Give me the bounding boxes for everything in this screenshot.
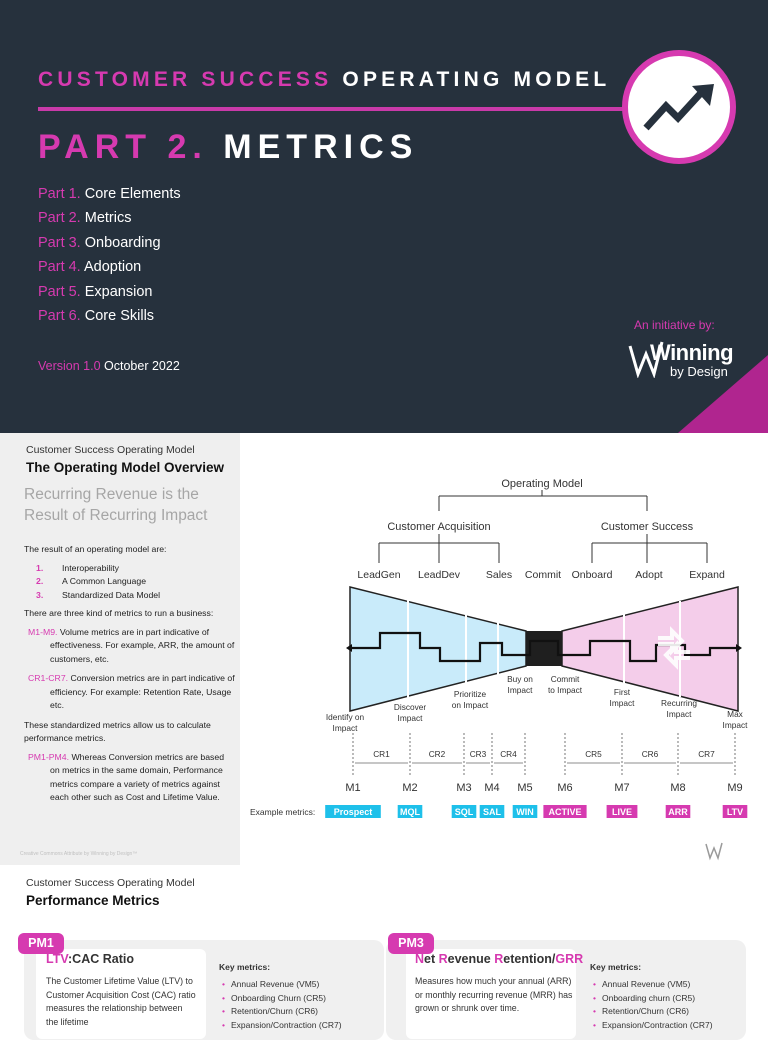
section-title: The Operating Model Overview	[26, 460, 225, 475]
m-label: M3	[456, 782, 472, 794]
example-metric-pill	[666, 805, 691, 818]
pm3-description: Measures how much your annual (ARR) or monthly recurring revenue (MRR) has grown or shrunk over time.	[415, 976, 573, 1013]
example-metric-pill	[398, 805, 423, 818]
impact-label: Buy on	[507, 674, 533, 684]
example-metric-pill	[325, 805, 381, 818]
stage-label: Expand	[689, 569, 725, 581]
divider-line	[38, 107, 628, 111]
version-info: Version 1.0 October 2022	[38, 359, 180, 373]
stage-label: Adopt	[635, 569, 663, 581]
svg-text:MQL: MQL	[400, 807, 420, 817]
m-label: M8	[670, 782, 686, 794]
impact-label: Max	[727, 709, 743, 719]
impact-label: on Impact	[451, 700, 489, 710]
trend-badge	[622, 50, 736, 164]
svg-text:WIN: WIN	[516, 807, 534, 817]
overview-text-panel	[0, 433, 240, 865]
m-label: M1	[345, 782, 361, 794]
toc-item[interactable]: Part 1. Core Elements	[38, 186, 181, 202]
impact-label: Impact	[722, 720, 748, 730]
pm1-title: LTV:CAC Ratio	[46, 952, 134, 966]
example-metrics-label: Example metrics:	[250, 807, 316, 817]
success-label: Customer Success	[600, 521, 694, 533]
root-label: Operating Model	[501, 478, 583, 490]
page-title: PART 2. METRICS	[38, 128, 419, 166]
impact-label: Impact	[507, 685, 533, 695]
m-label: M6	[557, 782, 573, 794]
trending-up-icon	[628, 56, 730, 158]
performance-section	[0, 865, 768, 1030]
toc-item[interactable]: Part 6. Core Skills	[38, 307, 155, 324]
table-of-contents	[38, 184, 181, 330]
pm3-title: Net Revenue Retention/GRR	[415, 952, 584, 966]
series-title-white: OPERATING MODEL	[342, 68, 611, 91]
section-headline: Recurring Revenue is the Result of Recurring Impact	[24, 486, 208, 524]
stage-label: Commit	[524, 569, 562, 581]
wbd-watermark-icon	[706, 843, 722, 858]
example-metric-pill	[513, 805, 538, 818]
cover-section: CUSTOMER SUCCESS OPERATING MODEL PART 2. METRICS Part 1. Core Elements Part 2. Metrics Part 3. Onboarding Part 4. Adoption Part 5. Expansion Part 6. Core Skills Version 1.0 October 2022 An initiative by: Winning by Design	[0, 0, 768, 433]
list-item: • Onboarding Churn (CR5)	[222, 992, 342, 1006]
impact-label: Prioritize	[453, 689, 487, 699]
cr-label: CR6	[641, 749, 659, 759]
initiative-label: An initiative by:	[634, 318, 715, 332]
series-title	[38, 68, 610, 92]
pm1-badge: PM1	[18, 933, 64, 954]
impact-label: Impact	[332, 723, 358, 733]
example-metric-pill	[480, 805, 505, 818]
operating-model-diagram	[240, 433, 768, 865]
impact-label: Identify on	[325, 712, 365, 722]
example-metric-pill	[723, 805, 748, 818]
m-label: M2	[402, 782, 418, 794]
svg-text:ARR: ARR	[668, 807, 688, 817]
m-label: M7	[614, 782, 630, 794]
list-item: • Expansion/Contraction (CR7)	[593, 1019, 713, 1033]
toc-item[interactable]: Part 4. Adoption	[38, 259, 142, 276]
m-label: M9	[727, 782, 743, 794]
overview-section	[0, 433, 768, 865]
m-label: M4	[484, 782, 500, 794]
svg-text:ACTIVE: ACTIVE	[548, 807, 582, 817]
pm3-key-metrics-label: Key metrics:	[590, 962, 642, 972]
cr-label: CR1	[373, 749, 390, 759]
footer-note: Creative Commons Attribute by Winning by Design™	[20, 851, 138, 857]
impact-label: First	[613, 687, 631, 697]
cr-label: CR3	[469, 749, 487, 759]
list-item: • Retention/Churn (CR6)	[593, 1005, 713, 1019]
impact-label: Impact	[397, 713, 423, 723]
list-item: • Annual Revenue (VM5)	[593, 978, 713, 992]
list-item: • Onboarding churn (CR5)	[593, 992, 713, 1006]
cr-label: CR4	[500, 749, 517, 759]
pm3-badge: PM3	[388, 933, 434, 954]
list-item: • Expansion/Contraction (CR7)	[222, 1019, 342, 1033]
m-label: M5	[517, 782, 533, 794]
toc-item[interactable]: Part 2. Metrics	[38, 210, 132, 227]
svg-text:LIVE: LIVE	[611, 807, 633, 817]
stage-label: LeadDev	[417, 569, 461, 581]
section-label: Customer Success Operating Model	[26, 877, 195, 889]
cr-label: CR5	[585, 749, 602, 759]
toc-item[interactable]: Part 5. Expansion	[38, 283, 153, 300]
overview-body: The result of an operating model are: 1. Interoperability 2. A Common Language 3. Standardized Data Model There are three kind of metrics to run a business: M1-M9. Volume metrics are in part indicative of effectiveness. For example, ARR, the amount of customers, etc. CR1-CR7. Conversion metrics are in part indicative of efficiency. For example: Retention Rate, Usage etc. These standardized metrics allow us to calculate performance metrics. PM1-PM4. Whereas Conversion metrics are based on metrics in the same domain, Performance metrics compare a variety of metrics against each other such as Cost and Lifetime Value.	[24, 544, 235, 802]
impact-label: Discover	[393, 702, 427, 712]
cr-label: CR7	[698, 749, 715, 759]
bowtie-shape	[346, 587, 742, 711]
example-metric-pill	[452, 805, 477, 818]
section-title: Performance Metrics	[26, 893, 160, 908]
impact-label: Recurring	[661, 698, 697, 708]
svg-text:SAL: SAL	[483, 807, 501, 817]
pm1-description: The Customer Lifetime Value (LTV) to Customer Acquisition Cost (CAC) ratio measures the relationship between the lifetime	[46, 976, 196, 1027]
toc-item[interactable]: Part 3. Onboarding	[38, 234, 161, 251]
svg-text:Prospect: Prospect	[333, 807, 373, 817]
stage-label: Sales	[485, 569, 513, 581]
series-title-pink: CUSTOMER SUCCESS	[38, 68, 333, 91]
pm1-key-metrics-label: Key metrics:	[219, 962, 271, 972]
stage-label: Onboard	[571, 569, 613, 581]
acquisition-label: Customer Acquisition	[387, 521, 491, 533]
cr-label: CR2	[428, 749, 446, 759]
impact-label: Impact	[609, 698, 635, 708]
svg-text:LTV: LTV	[726, 807, 744, 817]
impact-label: Impact	[666, 709, 692, 719]
impact-label: to Impact	[547, 685, 583, 695]
svg-text:SQL: SQL	[454, 807, 474, 817]
list-item: • Retention/Churn (CR6)	[222, 1005, 342, 1019]
list-item: • Annual Revenue (VM5)	[222, 978, 342, 992]
example-metric-pill	[607, 805, 638, 818]
stage-label: LeadGen	[357, 569, 401, 581]
impact-label: Commit	[550, 674, 580, 684]
example-metric-pill	[543, 805, 586, 818]
section-label: Customer Success Operating Model	[26, 444, 195, 456]
